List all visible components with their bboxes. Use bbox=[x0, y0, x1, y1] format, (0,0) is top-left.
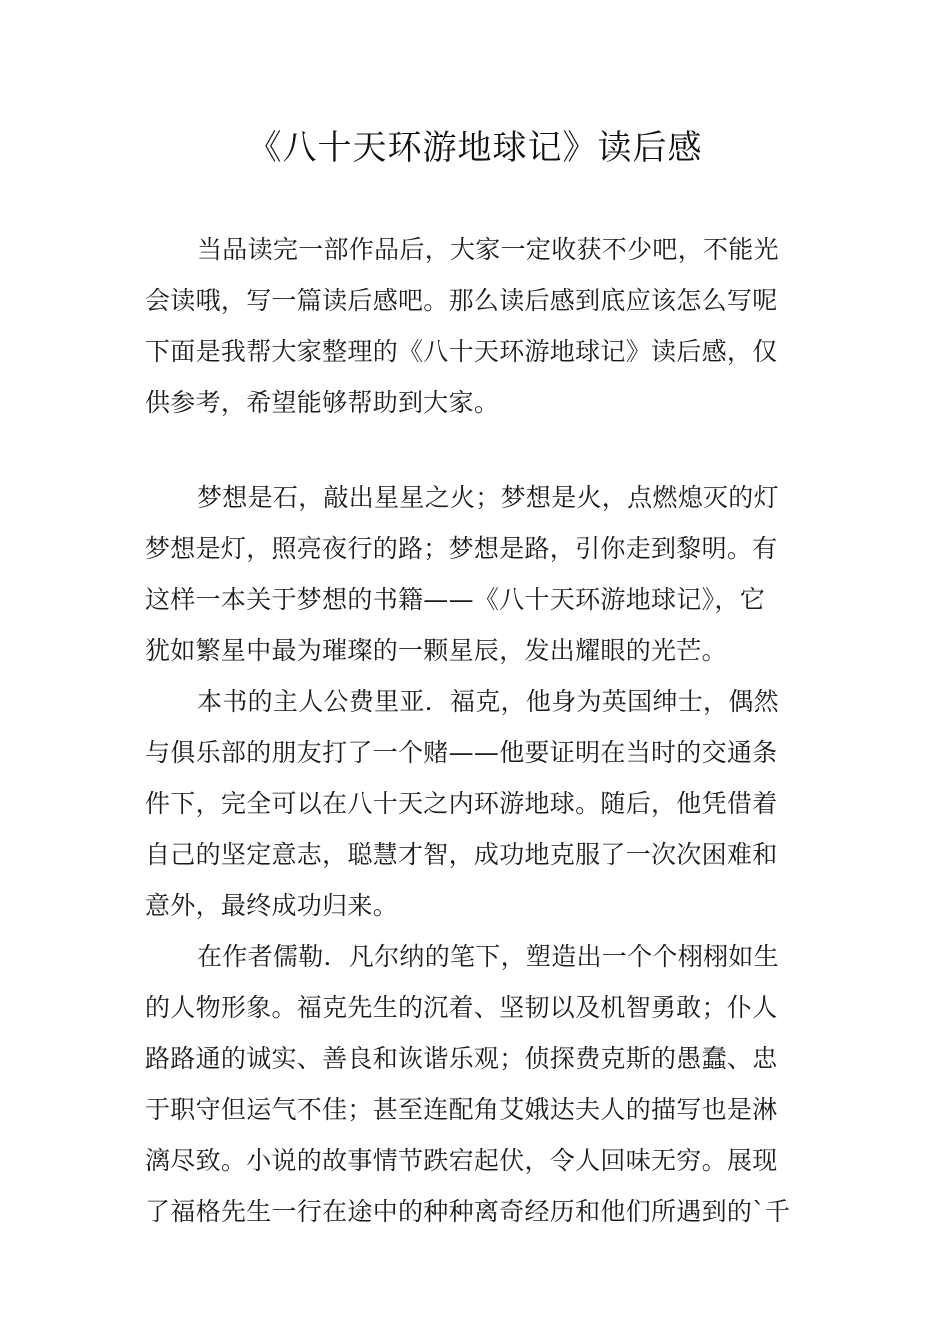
text-line: 梦想是灯，照亮夜行的路；梦想是路，引你走到黎明。有 bbox=[145, 534, 778, 563]
text-line: 漓尽致。小说的故事情节跌宕起伏，令人回味无穷。展现 bbox=[145, 1146, 778, 1175]
text-line: 会读哦，写一篇读后感吧。那么读后感到底应该怎么写呢 bbox=[145, 286, 778, 315]
text-line: 件下，完全可以在八十天之内环游地球。随后，他凭借着 bbox=[145, 789, 778, 818]
text-line: 本书的主人公费里亚．福克，他身为英国绅士，偶然 bbox=[197, 687, 779, 716]
text-line: 供参考，希望能够帮助到大家。 bbox=[145, 388, 500, 417]
text-line: 了福格先生一行在途中的种种离奇经历和他们所遇到的`千 bbox=[145, 1197, 791, 1226]
text-line: 这样一本关于梦想的书籍——《八十天环游地球记》，它 bbox=[145, 585, 766, 614]
body-paragraphs bbox=[145, 472, 810, 1237]
intro-paragraph bbox=[145, 224, 810, 428]
document-title: 《八十天环游地球记》读后感 bbox=[247, 128, 703, 168]
text-line: 意外，最终成功归来。 bbox=[145, 891, 399, 920]
text-line: 自己的坚定意志，聪慧才智，成功地克服了一次次困难和 bbox=[145, 840, 778, 869]
text-line: 于职守但运气不佳；甚至连配角艾娥达夫人的描写也是淋 bbox=[145, 1095, 778, 1124]
text-line: 犹如繁星中最为璀璨的一颗星辰，发出耀眼的光芒。 bbox=[145, 636, 727, 665]
text-line: 路路通的诚实、善良和诙谐乐观；侦探费克斯的愚蠢、忠 bbox=[145, 1044, 778, 1073]
text-line: 梦想是石，敲出星星之火；梦想是火，点燃熄灭的灯 bbox=[197, 483, 779, 512]
text-line: 与俱乐部的朋友打了一个赌——他要证明在当时的交通条 bbox=[145, 738, 778, 767]
text-line: 的人物形象。福克先生的沉着、坚韧以及机智勇敢；仆人 bbox=[145, 993, 778, 1022]
text-line: 当品读完一部作品后，大家一定收获不少吧，不能光 bbox=[197, 235, 779, 264]
text-line: 下面是我帮大家整理的《八十天环游地球记》读后感，仅 bbox=[145, 337, 778, 366]
text-line: 在作者儒勒．凡尔纳的笔下，塑造出一个个栩栩如生 bbox=[197, 942, 779, 971]
